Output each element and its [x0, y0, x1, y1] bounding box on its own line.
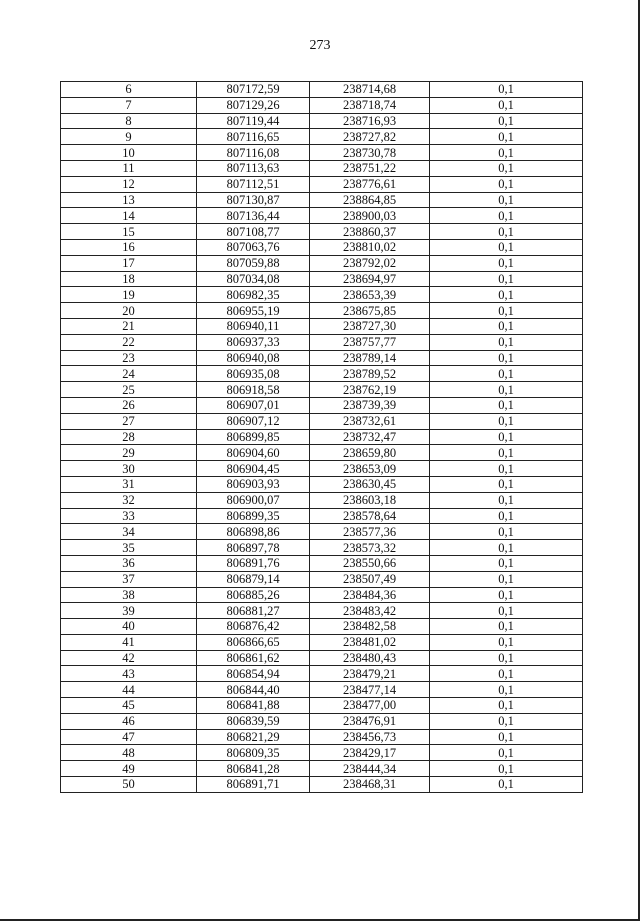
y-coordinate-cell: 238810,02 [310, 239, 430, 255]
point-number-cell: 21 [61, 318, 197, 334]
precision-cell: 0,1 [430, 777, 583, 793]
point-number-cell: 45 [61, 698, 197, 714]
x-coordinate-cell: 806904,45 [197, 461, 310, 477]
precision-cell: 0,1 [430, 160, 583, 176]
x-coordinate-cell: 807059,88 [197, 255, 310, 271]
x-coordinate-cell: 807119,44 [197, 113, 310, 129]
x-coordinate-cell: 806898,86 [197, 524, 310, 540]
y-coordinate-cell: 238739,39 [310, 397, 430, 413]
table-row [61, 729, 583, 745]
y-coordinate-cell: 238653,09 [310, 461, 430, 477]
precision-cell: 0,1 [430, 461, 583, 477]
point-number-cell: 47 [61, 729, 197, 745]
y-coordinate-cell: 238675,85 [310, 303, 430, 319]
y-coordinate-cell: 238762,19 [310, 382, 430, 398]
table-row [61, 571, 583, 587]
y-coordinate-cell: 238429,17 [310, 745, 430, 761]
table-row [61, 176, 583, 192]
x-coordinate-cell: 806903,93 [197, 476, 310, 492]
point-number-cell: 50 [61, 777, 197, 793]
precision-cell: 0,1 [430, 239, 583, 255]
x-coordinate-cell: 807108,77 [197, 224, 310, 240]
x-coordinate-cell: 807172,59 [197, 82, 310, 98]
table-row [61, 97, 583, 113]
y-coordinate-cell: 238864,85 [310, 192, 430, 208]
precision-cell: 0,1 [430, 303, 583, 319]
precision-cell: 0,1 [430, 492, 583, 508]
table-row [61, 445, 583, 461]
x-coordinate-cell: 807063,76 [197, 239, 310, 255]
table-row [61, 603, 583, 619]
x-coordinate-cell: 806861,62 [197, 650, 310, 666]
point-number-cell: 43 [61, 666, 197, 682]
point-number-cell: 8 [61, 113, 197, 129]
precision-cell: 0,1 [430, 208, 583, 224]
point-number-cell: 19 [61, 287, 197, 303]
y-coordinate-cell: 238659,80 [310, 445, 430, 461]
y-coordinate-cell: 238481,02 [310, 634, 430, 650]
table-row [61, 713, 583, 729]
y-coordinate-cell: 238860,37 [310, 224, 430, 240]
x-coordinate-cell: 806907,12 [197, 413, 310, 429]
precision-cell: 0,1 [430, 745, 583, 761]
x-coordinate-cell: 806940,08 [197, 350, 310, 366]
y-coordinate-cell: 238550,66 [310, 555, 430, 571]
table-row [61, 634, 583, 650]
point-number-cell: 15 [61, 224, 197, 240]
precision-cell: 0,1 [430, 350, 583, 366]
y-coordinate-cell: 238900,03 [310, 208, 430, 224]
precision-cell: 0,1 [430, 603, 583, 619]
x-coordinate-cell: 807116,08 [197, 145, 310, 161]
y-coordinate-cell: 238507,49 [310, 571, 430, 587]
table-row [61, 666, 583, 682]
precision-cell: 0,1 [430, 129, 583, 145]
table-row [61, 524, 583, 540]
x-coordinate-cell: 806854,94 [197, 666, 310, 682]
y-coordinate-cell: 238730,78 [310, 145, 430, 161]
x-coordinate-cell: 806876,42 [197, 619, 310, 635]
x-coordinate-cell: 806907,01 [197, 397, 310, 413]
y-coordinate-cell: 238482,58 [310, 619, 430, 635]
table-row [61, 619, 583, 635]
x-coordinate-cell: 806904,60 [197, 445, 310, 461]
precision-cell: 0,1 [430, 524, 583, 540]
precision-cell: 0,1 [430, 619, 583, 635]
y-coordinate-cell: 238573,32 [310, 540, 430, 556]
x-coordinate-cell: 806899,85 [197, 429, 310, 445]
table-row [61, 113, 583, 129]
precision-cell: 0,1 [430, 145, 583, 161]
table-row [61, 777, 583, 793]
point-number-cell: 42 [61, 650, 197, 666]
table-row [61, 382, 583, 398]
precision-cell: 0,1 [430, 397, 583, 413]
point-number-cell: 40 [61, 619, 197, 635]
precision-cell: 0,1 [430, 761, 583, 777]
precision-cell: 0,1 [430, 571, 583, 587]
point-number-cell: 34 [61, 524, 197, 540]
table-row [61, 555, 583, 571]
y-coordinate-cell: 238789,14 [310, 350, 430, 366]
precision-cell: 0,1 [430, 729, 583, 745]
y-coordinate-cell: 238444,34 [310, 761, 430, 777]
y-coordinate-cell: 238476,91 [310, 713, 430, 729]
y-coordinate-cell: 238727,30 [310, 318, 430, 334]
table-row [61, 287, 583, 303]
y-coordinate-cell: 238718,74 [310, 97, 430, 113]
point-number-cell: 9 [61, 129, 197, 145]
y-coordinate-cell: 238479,21 [310, 666, 430, 682]
precision-cell: 0,1 [430, 366, 583, 382]
x-coordinate-cell: 806866,65 [197, 634, 310, 650]
x-coordinate-cell: 806897,78 [197, 540, 310, 556]
point-number-cell: 26 [61, 397, 197, 413]
table-row [61, 334, 583, 350]
table-row [61, 82, 583, 98]
x-coordinate-cell: 806891,76 [197, 555, 310, 571]
x-coordinate-cell: 806821,29 [197, 729, 310, 745]
x-coordinate-cell: 807136,44 [197, 208, 310, 224]
precision-cell: 0,1 [430, 192, 583, 208]
precision-cell: 0,1 [430, 713, 583, 729]
point-number-cell: 20 [61, 303, 197, 319]
point-number-cell: 39 [61, 603, 197, 619]
table-row [61, 461, 583, 477]
precision-cell: 0,1 [430, 271, 583, 287]
point-number-cell: 35 [61, 540, 197, 556]
precision-cell: 0,1 [430, 413, 583, 429]
y-coordinate-cell: 238789,52 [310, 366, 430, 382]
table-row [61, 145, 583, 161]
y-coordinate-cell: 238456,73 [310, 729, 430, 745]
precision-cell: 0,1 [430, 650, 583, 666]
y-coordinate-cell: 238751,22 [310, 160, 430, 176]
y-coordinate-cell: 238603,18 [310, 492, 430, 508]
point-number-cell: 30 [61, 461, 197, 477]
coordinates-table [60, 81, 583, 793]
x-coordinate-cell: 806940,11 [197, 318, 310, 334]
point-number-cell: 24 [61, 366, 197, 382]
point-number-cell: 25 [61, 382, 197, 398]
y-coordinate-cell: 238468,31 [310, 777, 430, 793]
table-row [61, 160, 583, 176]
precision-cell: 0,1 [430, 224, 583, 240]
precision-cell: 0,1 [430, 176, 583, 192]
point-number-cell: 37 [61, 571, 197, 587]
precision-cell: 0,1 [430, 429, 583, 445]
table-row [61, 271, 583, 287]
table-row [61, 224, 583, 240]
x-coordinate-cell: 806935,08 [197, 366, 310, 382]
precision-cell: 0,1 [430, 97, 583, 113]
page-number: 273 [309, 38, 331, 53]
point-number-cell: 29 [61, 445, 197, 461]
point-number-cell: 14 [61, 208, 197, 224]
precision-cell: 0,1 [430, 698, 583, 714]
y-coordinate-cell: 238694,97 [310, 271, 430, 287]
table-row [61, 492, 583, 508]
table-row [61, 397, 583, 413]
x-coordinate-cell: 807116,65 [197, 129, 310, 145]
y-coordinate-cell: 238716,93 [310, 113, 430, 129]
x-coordinate-cell: 807113,63 [197, 160, 310, 176]
x-coordinate-cell: 806900,07 [197, 492, 310, 508]
y-coordinate-cell: 238484,36 [310, 587, 430, 603]
y-coordinate-cell: 238577,36 [310, 524, 430, 540]
x-coordinate-cell: 806809,35 [197, 745, 310, 761]
point-number-cell: 18 [61, 271, 197, 287]
point-number-cell: 11 [61, 160, 197, 176]
x-coordinate-cell: 806918,58 [197, 382, 310, 398]
x-coordinate-cell: 807034,08 [197, 271, 310, 287]
point-number-cell: 22 [61, 334, 197, 350]
point-number-cell: 27 [61, 413, 197, 429]
y-coordinate-cell: 238578,64 [310, 508, 430, 524]
point-number-cell: 13 [61, 192, 197, 208]
table-row [61, 761, 583, 777]
x-coordinate-cell: 806841,88 [197, 698, 310, 714]
y-coordinate-cell: 238630,45 [310, 476, 430, 492]
point-number-cell: 49 [61, 761, 197, 777]
table-row [61, 476, 583, 492]
table-row [61, 508, 583, 524]
precision-cell: 0,1 [430, 508, 583, 524]
point-number-cell: 6 [61, 82, 197, 98]
table-row [61, 208, 583, 224]
y-coordinate-cell: 238653,39 [310, 287, 430, 303]
table-row [61, 698, 583, 714]
table-row [61, 239, 583, 255]
point-number-cell: 7 [61, 97, 197, 113]
table-row [61, 192, 583, 208]
precision-cell: 0,1 [430, 382, 583, 398]
point-number-cell: 17 [61, 255, 197, 271]
y-coordinate-cell: 238483,42 [310, 603, 430, 619]
precision-cell: 0,1 [430, 540, 583, 556]
y-coordinate-cell: 238732,61 [310, 413, 430, 429]
point-number-cell: 44 [61, 682, 197, 698]
y-coordinate-cell: 238477,14 [310, 682, 430, 698]
point-number-cell: 46 [61, 713, 197, 729]
precision-cell: 0,1 [430, 82, 583, 98]
y-coordinate-cell: 238792,02 [310, 255, 430, 271]
point-number-cell: 31 [61, 476, 197, 492]
precision-cell: 0,1 [430, 682, 583, 698]
point-number-cell: 36 [61, 555, 197, 571]
point-number-cell: 12 [61, 176, 197, 192]
point-number-cell: 32 [61, 492, 197, 508]
point-number-cell: 41 [61, 634, 197, 650]
y-coordinate-cell: 238477,00 [310, 698, 430, 714]
x-coordinate-cell: 806841,28 [197, 761, 310, 777]
table-row [61, 745, 583, 761]
table-row [61, 350, 583, 366]
x-coordinate-cell: 807129,26 [197, 97, 310, 113]
point-number-cell: 38 [61, 587, 197, 603]
precision-cell: 0,1 [430, 666, 583, 682]
precision-cell: 0,1 [430, 634, 583, 650]
point-number-cell: 23 [61, 350, 197, 366]
point-number-cell: 33 [61, 508, 197, 524]
precision-cell: 0,1 [430, 255, 583, 271]
precision-cell: 0,1 [430, 318, 583, 334]
table-row [61, 318, 583, 334]
y-coordinate-cell: 238480,43 [310, 650, 430, 666]
y-coordinate-cell: 238757,77 [310, 334, 430, 350]
table-row [61, 413, 583, 429]
precision-cell: 0,1 [430, 555, 583, 571]
x-coordinate-cell: 806891,71 [197, 777, 310, 793]
y-coordinate-cell: 238727,82 [310, 129, 430, 145]
precision-cell: 0,1 [430, 587, 583, 603]
table-row [61, 255, 583, 271]
x-coordinate-cell: 807112,51 [197, 176, 310, 192]
x-coordinate-cell: 806899,35 [197, 508, 310, 524]
y-coordinate-cell: 238776,61 [310, 176, 430, 192]
precision-cell: 0,1 [430, 113, 583, 129]
precision-cell: 0,1 [430, 445, 583, 461]
table-row [61, 587, 583, 603]
point-number-cell: 28 [61, 429, 197, 445]
y-coordinate-cell: 238714,68 [310, 82, 430, 98]
table-row [61, 682, 583, 698]
x-coordinate-cell: 806844,40 [197, 682, 310, 698]
point-number-cell: 10 [61, 145, 197, 161]
x-coordinate-cell: 806881,27 [197, 603, 310, 619]
precision-cell: 0,1 [430, 287, 583, 303]
y-coordinate-cell: 238732,47 [310, 429, 430, 445]
coordinates-table-body [61, 82, 583, 793]
x-coordinate-cell: 807130,87 [197, 192, 310, 208]
table-row [61, 429, 583, 445]
x-coordinate-cell: 806885,26 [197, 587, 310, 603]
table-row [61, 540, 583, 556]
x-coordinate-cell: 806879,14 [197, 571, 310, 587]
x-coordinate-cell: 806955,19 [197, 303, 310, 319]
table-row [61, 303, 583, 319]
table-row [61, 650, 583, 666]
point-number-cell: 16 [61, 239, 197, 255]
x-coordinate-cell: 806982,35 [197, 287, 310, 303]
table-row [61, 129, 583, 145]
x-coordinate-cell: 806839,59 [197, 713, 310, 729]
point-number-cell: 48 [61, 745, 197, 761]
x-coordinate-cell: 806937,33 [197, 334, 310, 350]
table-row [61, 366, 583, 382]
precision-cell: 0,1 [430, 476, 583, 492]
precision-cell: 0,1 [430, 334, 583, 350]
